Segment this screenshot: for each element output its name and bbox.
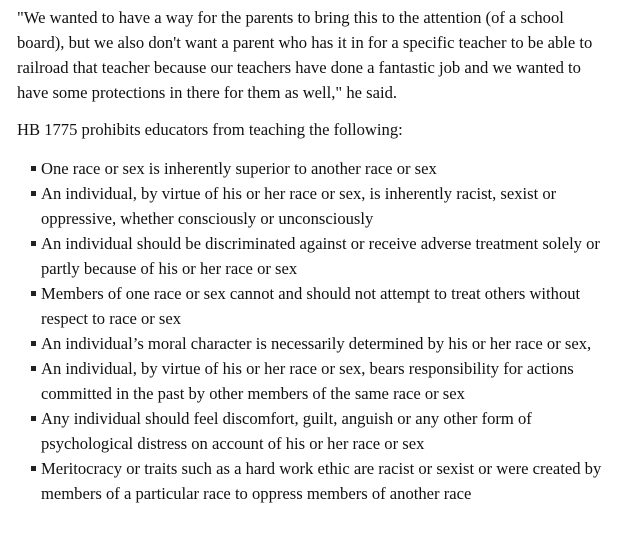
list-item-text: An individual, by virtue of his or her race or sex, is inherently racist, sexist or oppressive, whether consciously or unconsciously xyxy=(41,184,557,228)
list-item-text: An individual should be discriminated against or receive adverse treatment solely or partly because of his or her race or sex xyxy=(41,234,600,278)
intro-paragraph: HB 1775 prohibits educators from teaching the following: xyxy=(17,120,403,139)
list-item xyxy=(31,281,609,331)
bullet-icon xyxy=(31,416,36,421)
list-item-text: An individual, by virtue of his or her race or sex, bears responsibility for actions committed in the past by other members of the same race or sex xyxy=(41,359,574,403)
bullet-icon xyxy=(31,241,36,246)
list-item xyxy=(31,456,609,506)
list-item-text: Any individual should feel discomfort, guilt, anguish or any other form of psychological distress on account of his or her race or sex xyxy=(41,409,532,453)
list-item-text: One race or sex is inherently superior to another race or sex xyxy=(41,159,437,178)
list-item xyxy=(31,231,609,281)
list-item xyxy=(31,331,609,356)
list-item-text: An individual’s moral character is necessarily determined by his or her race or sex, xyxy=(41,334,592,353)
prohibited-teachings-list xyxy=(17,156,609,506)
bullet-icon xyxy=(31,191,36,196)
list-item xyxy=(31,181,609,231)
list-item xyxy=(31,406,609,456)
bullet-icon xyxy=(31,466,36,471)
list-item xyxy=(31,156,609,181)
bullet-icon xyxy=(31,166,36,171)
list-item-text: Meritocracy or traits such as a hard work ethic are racist or sexist or were created by members of a particular race to oppress members of another race xyxy=(41,459,602,503)
bullet-icon xyxy=(31,291,36,296)
list-item-text: Members of one race or sex cannot and should not attempt to treat others without respect to race or sex xyxy=(41,284,581,328)
bullet-icon xyxy=(31,366,36,371)
quote-paragraph: "We wanted to have a way for the parents to bring this to the attention (of a school board), but we also don't want a parent who has it in for a specific teacher to be able to railroad that teacher because our teachers have done a fantastic job and we wanted to have some protections in there for them as well," he said. xyxy=(17,8,593,102)
list-item xyxy=(31,356,609,406)
bullet-icon xyxy=(31,341,36,346)
